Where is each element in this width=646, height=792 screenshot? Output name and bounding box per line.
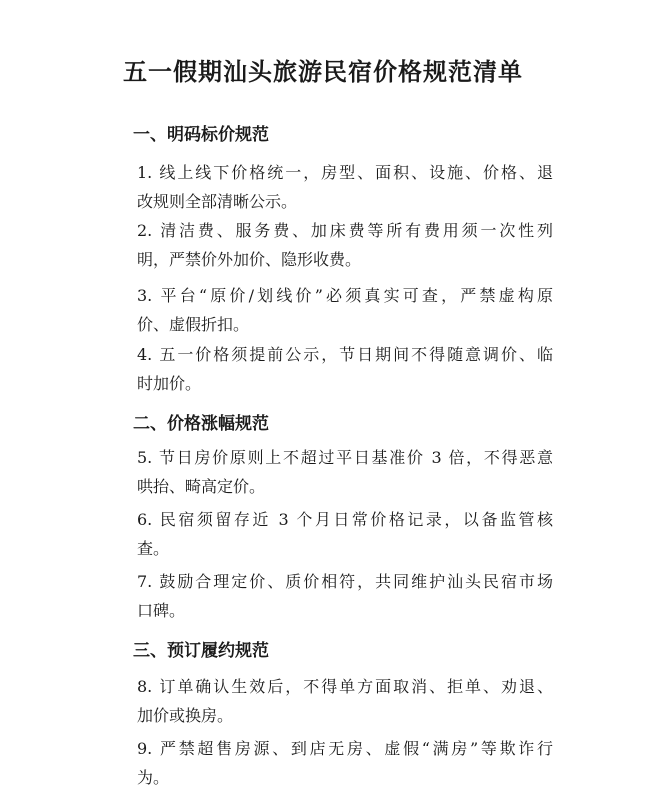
item-line: 4. 五一价格须提前公示，节日期间不得随意调价、临 [137,345,553,364]
item-line: 改规则全部清晰公示。 [137,192,298,211]
list-item [133,672,553,730]
item-line: 1. 线上线下价格统一，房型、面积、设施、价格、退 [137,163,553,182]
item-line: 7. 鼓励合理定价、质价相符，共同维护汕头民宿市场 [137,572,553,591]
section-heading-booking-fulfillment: 三、预订履约规范 [133,641,269,661]
list-item [133,443,553,501]
list-item [133,505,553,563]
item-line: 6. 民宿须留存近 3 个月日常价格记录，以备监管核 [137,510,553,529]
item-line: 2. 清洁费、服务费、加床费等所有费用须一次性列 [137,221,553,240]
section-heading-pricing-display: 一、明码标价规范 [133,125,269,145]
item-line: 3. 平台“原价/划线价”必须真实可查，严禁虚构原 [137,286,553,305]
list-item [133,216,553,274]
item-line: 加价或换房。 [137,706,234,725]
section-heading-price-increase: 二、价格涨幅规范 [133,414,269,434]
item-line: 明，严禁价外加价、隐形收费。 [137,250,362,269]
list-item [133,567,553,625]
list-item [133,158,553,216]
item-line: 9. 严禁超售房源、到店无房、虚假“满房”等欺诈行 [137,739,553,758]
item-line: 口碑。 [137,601,186,620]
item-line: 8. 订单确认生效后，不得单方面取消、拒单、劝退、 [137,677,553,696]
list-item [133,281,553,339]
item-line: 时加价。 [137,374,202,393]
item-line: 5. 节日房价原则上不超过平日基准价 3 倍，不得恶意 [137,448,553,467]
item-line: 价、虚假折扣。 [137,315,250,334]
list-item [133,340,553,398]
list-item [133,734,553,792]
item-line: 查。 [137,539,170,558]
document-title: 五一假期汕头旅游民宿价格规范清单 [123,57,523,86]
item-line: 哄抬、畸高定价。 [137,477,266,496]
item-line: 为。 [137,768,170,787]
